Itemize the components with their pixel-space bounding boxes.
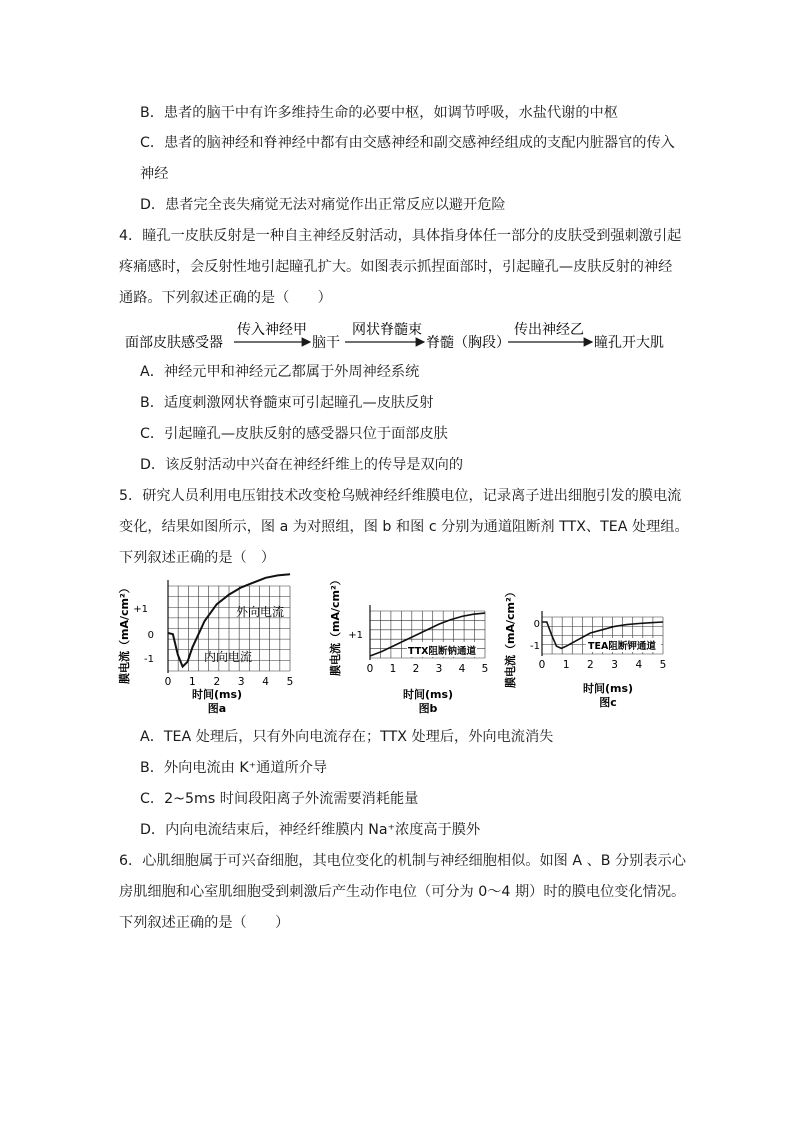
q4-option-a: A．神经元甲和神经元乙都属于外周神经系统 bbox=[140, 364, 420, 380]
q3-option-c-line2: 神经 bbox=[140, 166, 169, 182]
q5-option-a: A．TEA 处理后，只有外向电流存在；TTX 处理后，外向电流消失 bbox=[140, 729, 554, 745]
x-tick-label: 5 bbox=[481, 663, 489, 675]
x-tick-label: 3 bbox=[435, 663, 443, 675]
figure-a-xlabel: 时间(ms) bbox=[191, 688, 243, 701]
pathway-node-dilator-muscle: 瞳孔开大肌 bbox=[594, 335, 664, 351]
pathway-arrow-3-label: 传出神经乙 bbox=[514, 322, 584, 338]
q6-stem-line3: 下列叙述正确的是（ ） bbox=[119, 915, 290, 931]
figure-a-ytick-0: 0 bbox=[147, 630, 154, 641]
q6-stem-line1: 6．心肌细胞属于可兴奋细胞，其电位变化的机制与神经细胞相似。如图 A 、B 分别表示心 bbox=[119, 853, 686, 869]
q3-option-b: B．患者的脑干中有许多维持生命的必要中枢，如调节呼吸，水盐代谢的中枢 bbox=[140, 105, 618, 121]
q5-option-d: D．内向电流结束后，神经纤维膜内 Na⁺浓度高于膜外 bbox=[140, 822, 481, 838]
x-tick-label: 4 bbox=[262, 676, 269, 688]
figure-a-chart bbox=[120, 576, 300, 716]
x-tick-label: 1 bbox=[189, 676, 196, 688]
q4-option-d: D．该反射活动中兴奋在神经纤维上的传导是双向的 bbox=[140, 457, 464, 473]
q4-stem-line2: 疼痛感时，会反射性地引起瞳孔扩大。如图表示抓捏面部时，引起瞳孔—皮肤反射的神经 bbox=[119, 259, 673, 275]
pathway-arrow-2-label: 网状脊髓束 bbox=[352, 322, 422, 338]
q3-option-d: D．患者完全丧失痛觉无法对痛觉作出正常反应以避开危险 bbox=[140, 197, 506, 213]
figure-c-ytick-0: 0 bbox=[533, 619, 540, 630]
x-tick-label: 1 bbox=[389, 663, 397, 675]
x-tick-label: 0 bbox=[366, 663, 374, 675]
x-tick-label: 5 bbox=[659, 659, 667, 671]
figure-a-caption: 图a bbox=[207, 702, 227, 715]
q5-option-c: C．2~5ms 时间段阳离子外流需要消耗能量 bbox=[140, 791, 419, 807]
q4-option-c: C．引起瞳孔—皮肤反射的感受器只位于面部皮肤 bbox=[140, 426, 448, 442]
figure-a-ylabel: 膜电流（mA/cm²） bbox=[118, 582, 131, 684]
figure-a-ytick-minus1: -1 bbox=[144, 654, 154, 665]
x-tick-label: 0 bbox=[538, 659, 546, 671]
figure-c-ylabel: 膜电流（mA/cm²） bbox=[504, 586, 517, 688]
figure-a-label-outward: 外向电流 bbox=[236, 605, 285, 619]
figure-c-chart bbox=[500, 576, 675, 716]
x-tick-label: 2 bbox=[412, 663, 420, 675]
figure-b-label: TTX阻断钠通道 bbox=[408, 646, 477, 657]
figure-c-label: TEA阻断钾通道 bbox=[588, 641, 656, 652]
figure-b-ytick-plus1: +1 bbox=[348, 630, 363, 641]
x-tick-label: 0 bbox=[164, 676, 172, 688]
figure-c-caption: 图c bbox=[599, 696, 617, 709]
pathway-node-receptor: 面部皮肤感受器 bbox=[125, 335, 223, 351]
x-tick-label: 1 bbox=[562, 659, 570, 671]
pathway-node-spinal-cord: 脊髓（胸段） bbox=[426, 335, 510, 351]
x-tick-label: 3 bbox=[611, 659, 618, 671]
x-tick-label: 4 bbox=[635, 659, 643, 671]
figure-b-ylabel: 膜电流（mA/cm²） bbox=[329, 574, 342, 676]
q5-stem-line1: 5．研究人员利用电压钳技术改变枪乌贼神经纤维膜电位，记录离子进出细胞引发的膜电流 bbox=[119, 488, 682, 504]
q6-stem-line2: 房肌细胞和心室肌细胞受到刺激后产生动作电位（可分为 0～4 期）时的膜电位变化情况。 bbox=[119, 884, 686, 900]
q4-option-b: B．适度刺激网状脊髓束可引起瞳孔—皮肤反射 bbox=[140, 395, 434, 411]
figure-b-chart bbox=[325, 576, 495, 716]
figure-a-ytick-plus1: +1 bbox=[133, 604, 148, 615]
q3-option-c-line1: C．患者的脑神经和脊神经中都有由交感神经和副交感神经组成的支配内脏器官的传入 bbox=[140, 135, 675, 151]
x-tick-label: 4 bbox=[458, 663, 466, 675]
pathway-arrow-1-label: 传入神经甲 bbox=[237, 322, 307, 338]
q5-stem-line3: 下列叙述正确的是（ ） bbox=[119, 550, 276, 566]
x-tick-label: 2 bbox=[587, 659, 594, 671]
figure-c-xlabel: 时间(ms) bbox=[582, 682, 634, 695]
pathway-node-brainstem: 脑干 bbox=[312, 335, 340, 351]
figure-b-caption: 图b bbox=[418, 702, 438, 715]
q4-stem-line3: 通路。下列叙述正确的是（ ） bbox=[119, 290, 332, 306]
x-tick-label: 5 bbox=[286, 676, 294, 688]
q4-stem-line1: 4．瞳孔一皮肤反射是一种自主神经反射活动，具体指身体任一部分的皮肤受到强刺激引起 bbox=[119, 228, 682, 244]
figure-c-ytick-minus1: -1 bbox=[530, 641, 540, 652]
q5-option-b: B．外向电流由 K⁺通道所介导 bbox=[140, 760, 328, 776]
figure-a-label-inward: 内向电流 bbox=[204, 650, 253, 664]
figure-b-xlabel: 时间(ms) bbox=[402, 688, 454, 701]
x-tick-label: 2 bbox=[213, 676, 221, 688]
q5-stem-line2: 变化，结果如图所示，图 a 为对照组，图 b 和图 c 分别为通道阻断剂 TTX、TEA 处理组。 bbox=[119, 519, 689, 535]
x-tick-label: 3 bbox=[237, 676, 245, 688]
